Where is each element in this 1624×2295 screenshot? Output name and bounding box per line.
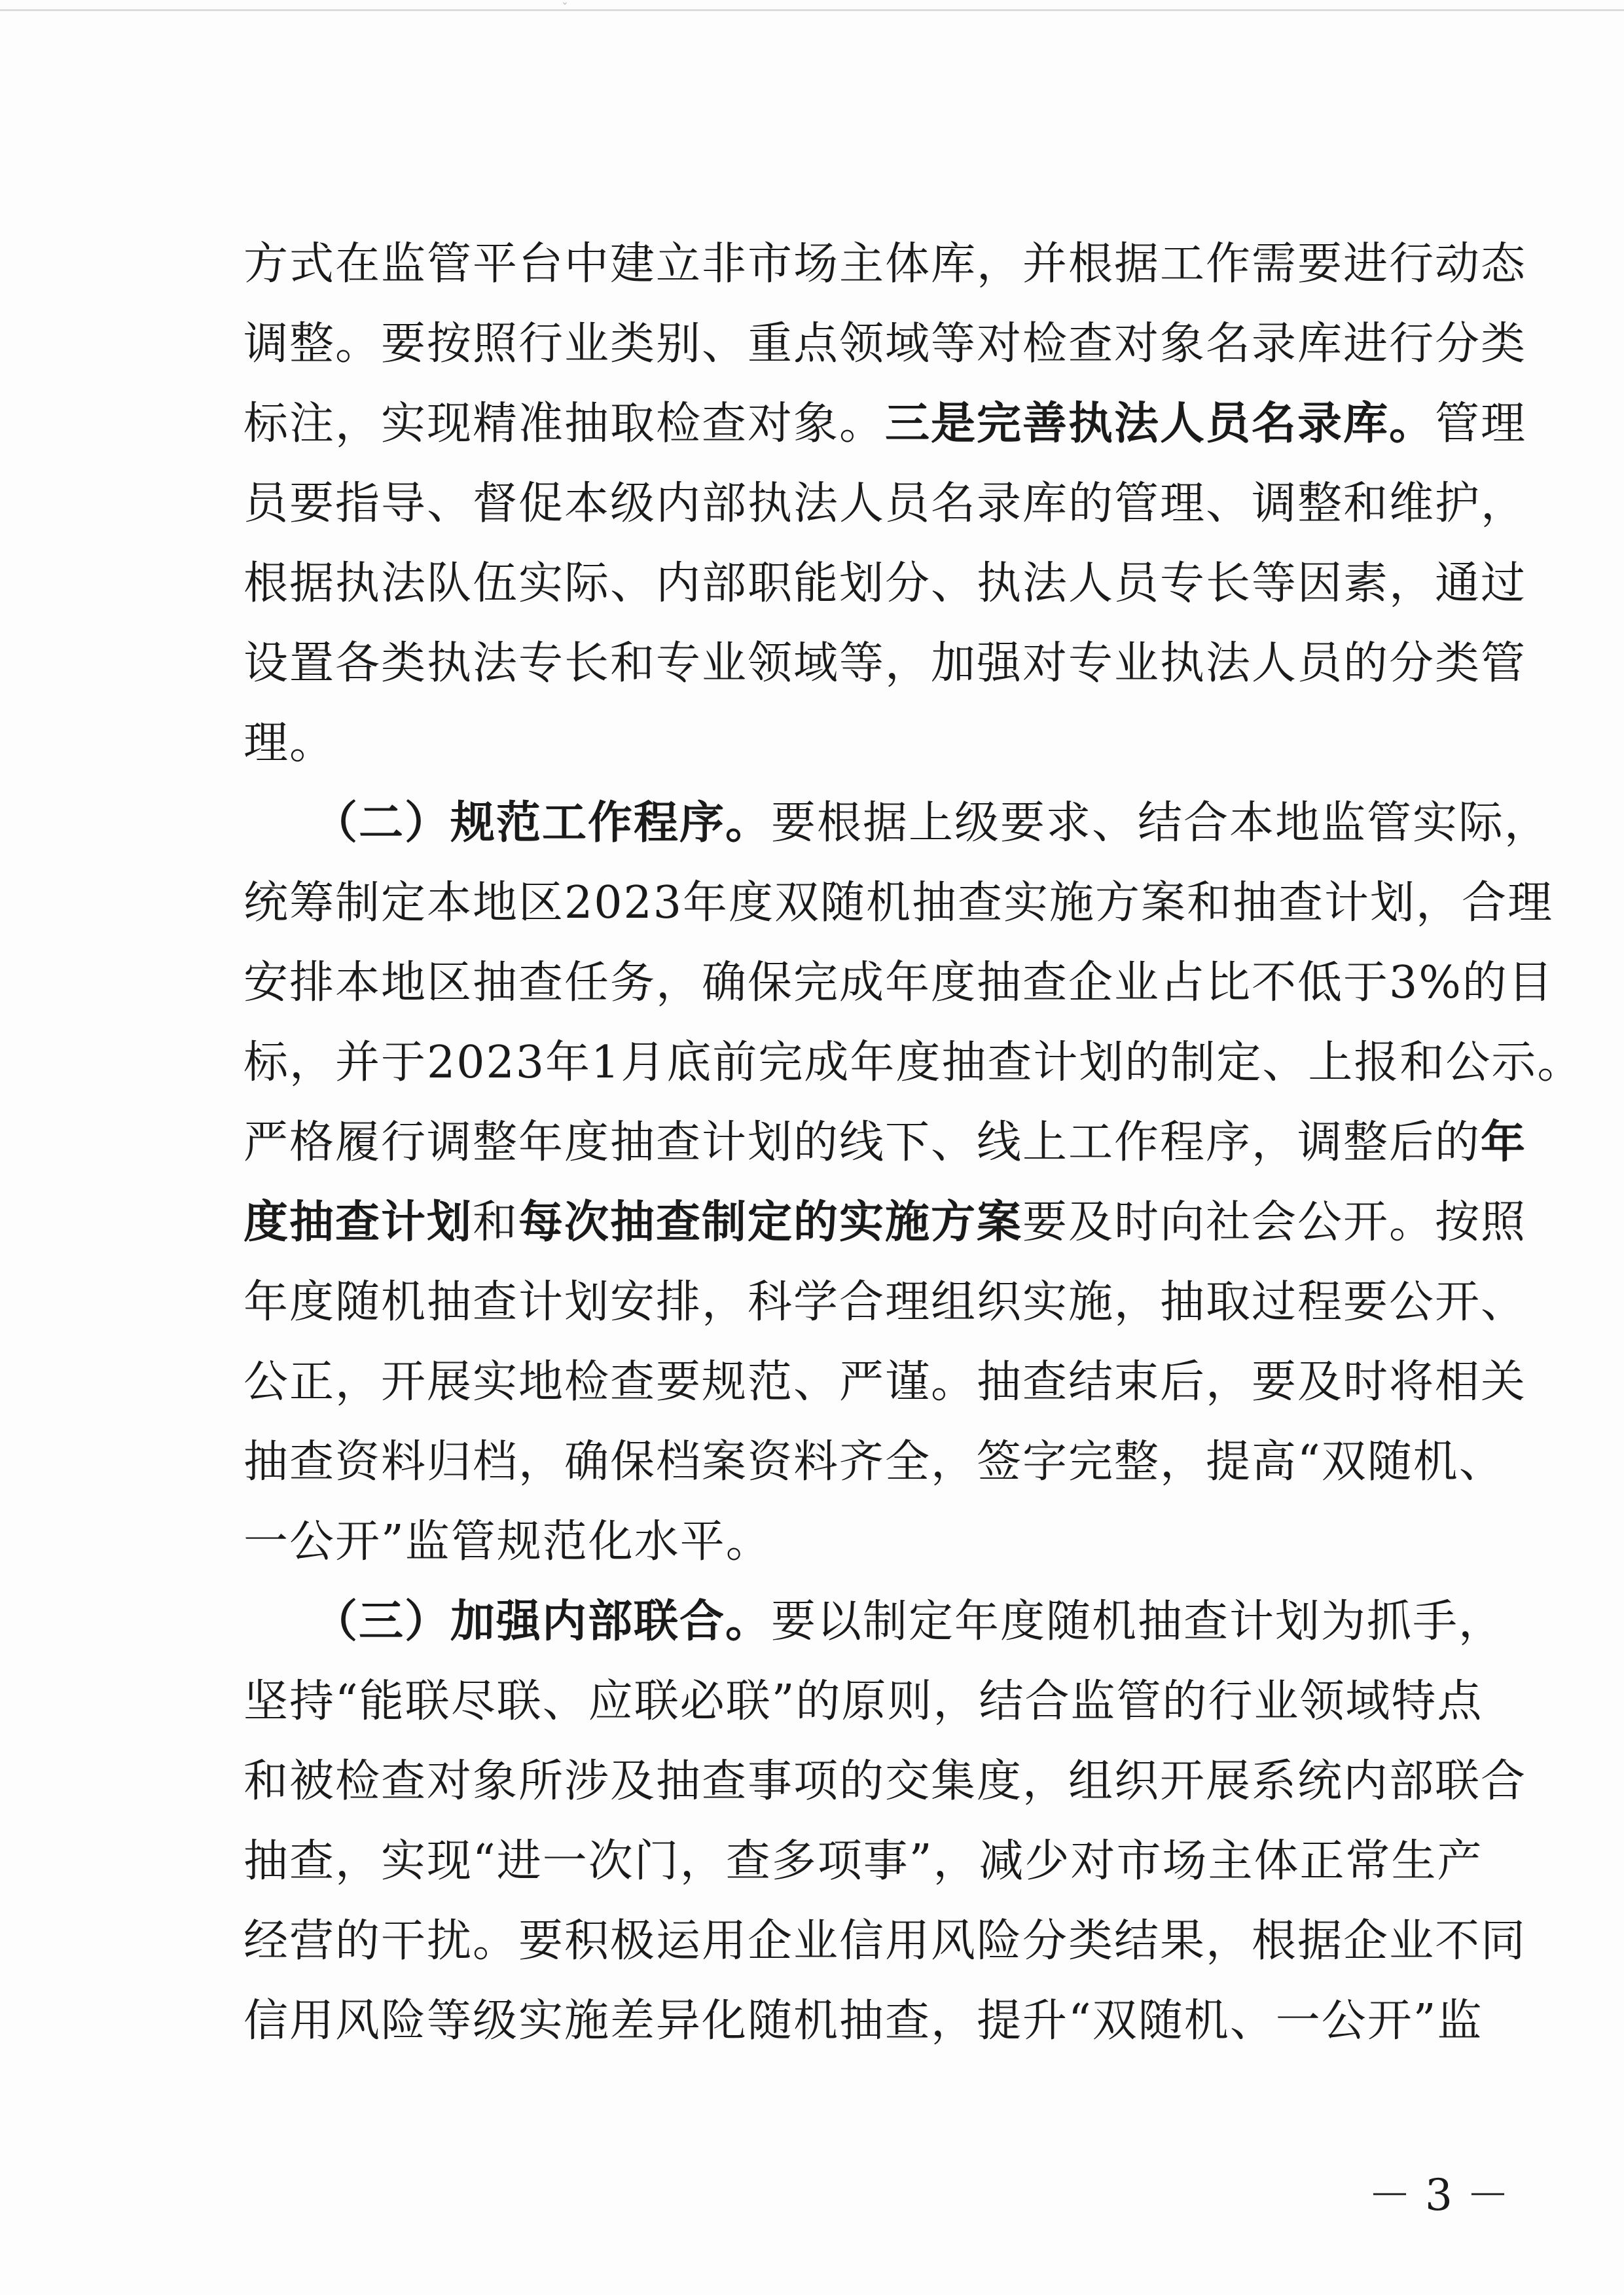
text-segment: 要及时向社会公开。按照 [1022,1197,1527,1248]
text-line [244,863,1554,943]
text-segment: 要根据上级要求、结合本地监管实际， [771,797,1551,849]
text-line [244,784,1551,863]
text-segment: 标，并于2023年1月底前完成年度抽查计划的制定、上报和公示。 [244,1037,1583,1089]
body-text [244,225,1583,2061]
text-segment: 设置各类执法专长和专业领域等，加强对专业执法人员的分类管 [244,638,1527,689]
text-segment: 理。 [244,717,336,769]
text-segment: 调整。要按照行业类别、重点领域等对检查对象名录库进行分类 [244,318,1527,370]
text-segment: 要以制定年度随机抽查计划为抓手， [771,1596,1505,1648]
text-line [244,1023,1583,1103]
text-segment: 年度随机抽查计划安排，科学合理组织实施，抽取过程要公开、 [244,1276,1527,1328]
text-line [244,1742,1527,1822]
text-line [244,1263,1527,1343]
text-segment: 管理 [1435,398,1527,450]
text-line [244,1822,1483,1902]
text-segment: 信用风险等级实施差异化随机抽查，提升“双随机、一公开”监 [244,1995,1483,2047]
text-line [244,304,1527,384]
bold-segment: 三是完善执法人员名录库。 [885,398,1435,450]
text-line [244,1422,1505,1502]
bold-segment: 每次抽查制定的实施方案 [518,1197,1023,1248]
text-line [244,544,1527,624]
text-segment: 和 [473,1197,519,1248]
text-segment: 抽查资料归档，确保档案资料齐全，签字完整，提高“双随机、 [244,1436,1505,1488]
text-segment: 安排本地区抽查任务，确保完成年度抽查企业占比不低于3%的目 [244,957,1554,1009]
text-segment: 员要指导、督促本级内部执法人员名录库的管理、调整和维护， [244,478,1527,530]
text-line [244,1103,1527,1183]
bold-segment: 年 [1481,1117,1527,1168]
text-line [244,464,1527,544]
page-number: － 3 － [1368,2170,1509,2220]
text-line [244,1981,1483,2061]
text-line [244,624,1527,704]
text-line [244,1582,1505,1662]
text-line [244,1902,1527,1981]
text-line [244,1183,1527,1263]
text-segment: 坚持“能联尽联、应联必联”的原则，结合监管的行业领域特点 [244,1676,1483,1727]
text-segment: 经营的干扰。要积极运用企业信用风险分类结果，根据企业不同 [244,1915,1527,1967]
text-segment: 根据执法队伍实际、内部职能划分、执法人员专长等因素，通过 [244,558,1527,609]
text-line [244,1343,1527,1422]
text-line [244,704,1474,784]
text-line [244,943,1554,1023]
text-segment: 统筹制定本地区2023年度双随机抽查实施方案和抽查计划，合理 [244,877,1554,929]
bold-segment: （三）加强内部联合。 [335,1596,772,1648]
text-line [244,1662,1483,1742]
text-segment: 抽查，实现“进一次门，查多项事”，减少对市场主体正常生产 [244,1835,1483,1887]
text-segment: 标注，实现精准抽取检查对象。 [244,398,886,450]
text-segment: 公正，开展实地检查要规范、严谨。抽查结束后，要及时将相关 [244,1356,1527,1408]
text-line [244,384,1527,464]
text-segment [244,1596,335,1648]
scan-artifact-icon: ˇ [562,0,568,16]
text-segment [244,797,335,849]
text-segment: 严格履行调整年度抽查计划的线下、线上工作程序，调整后的 [244,1117,1481,1168]
scan-edge-line [0,9,1624,11]
text-line [244,225,1527,304]
text-segment: 一公开”监管规范化水平。 [244,1516,772,1568]
bold-segment: 度抽查计划 [244,1197,473,1248]
text-segment: 和被检查对象所涉及抽查事项的交集度，组织开展系统内部联合 [244,1756,1527,1807]
text-line [244,1502,1474,1582]
text-segment: 方式在监管平台中建立非市场主体库，并根据工作需要进行动态 [244,238,1527,290]
bold-segment: （二）规范工作程序。 [335,797,772,849]
